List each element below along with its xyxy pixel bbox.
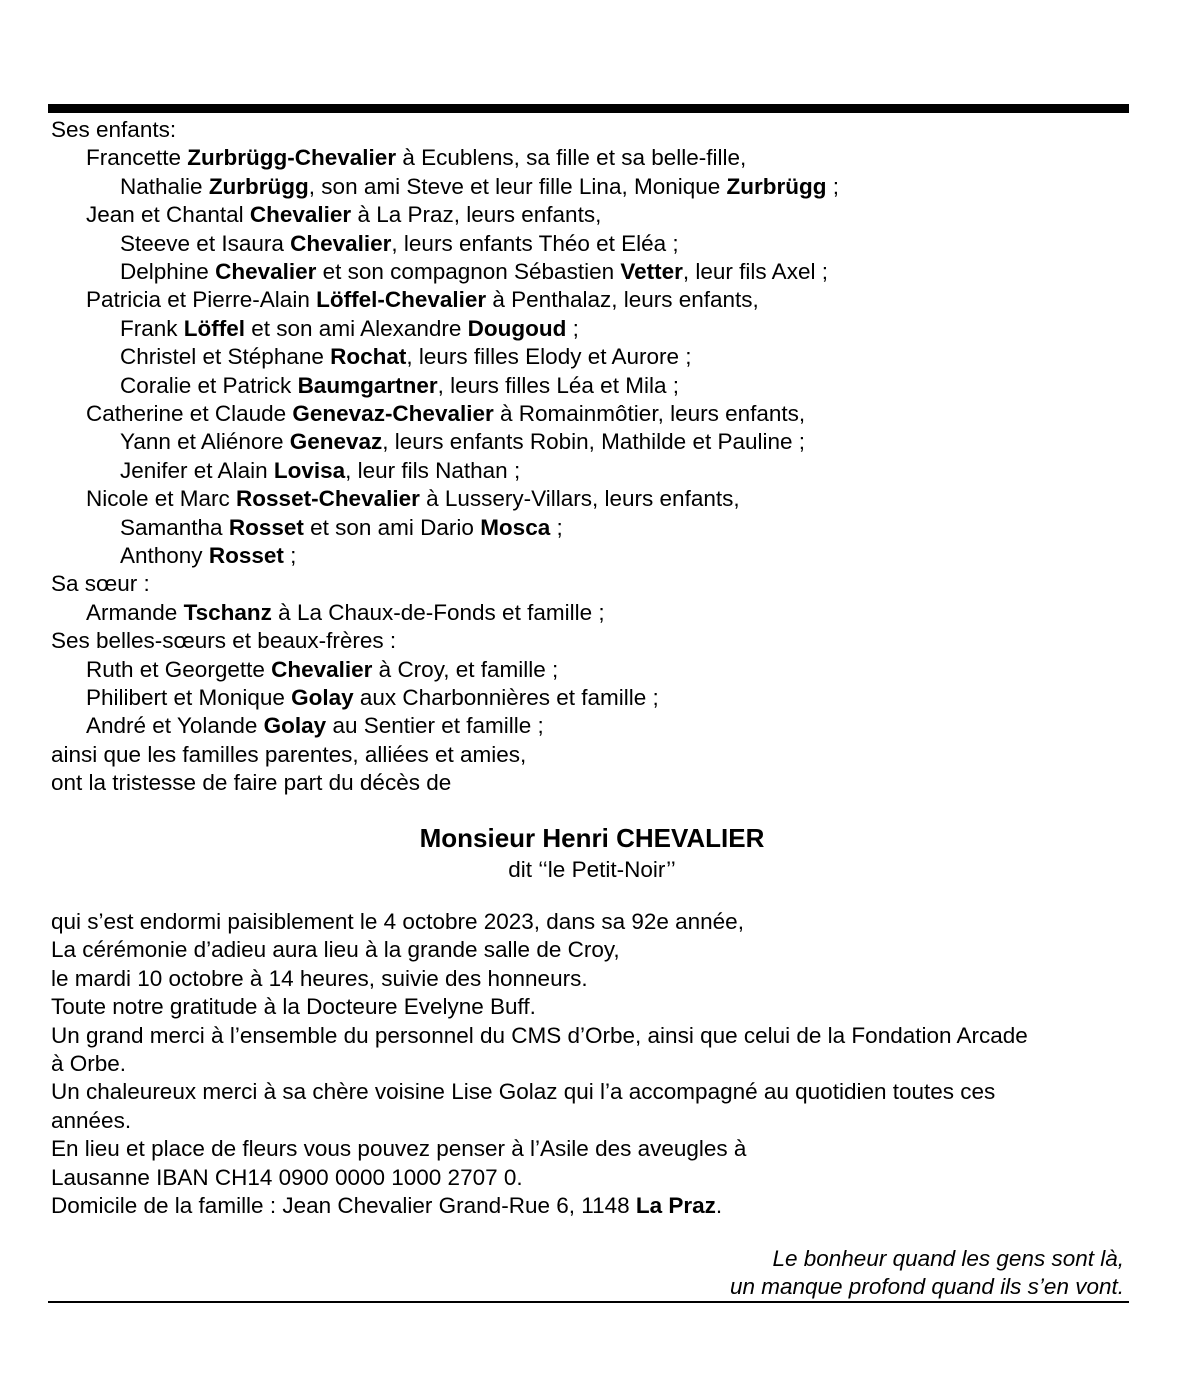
text-segment: à La Chaux-de-Fonds et famille ; [271,599,605,625]
text-line [86,144,746,172]
text-segment: à Penthalaz, leurs enfants, [486,287,759,313]
text-segment: Patricia et Pierre-Alain [86,287,317,313]
text-line [86,485,740,513]
text-line [86,712,544,740]
text-segment: André et Yolande [86,713,264,739]
text-segment: à Croy, et famille ; [372,656,559,682]
surname: Mosca [480,514,551,540]
text-segment: à Lussery-Villars, leurs enfants, [419,486,740,512]
surname: Genevaz-Chevalier [292,401,494,426]
text-line [86,201,601,229]
text-segment: ; [826,173,840,199]
top-rule [48,104,1129,113]
text-segment: . [715,1193,723,1218]
text-segment: et son ami Alexandre [245,315,468,341]
surname: Rosset [208,543,284,568]
text-segment: Christel et Stéphane [120,344,331,370]
text-segment: , leur fils Nathan ; [345,457,521,483]
text-line [120,230,679,258]
text-line [51,116,176,144]
text-segment: Toute notre gratitude à la Docteure Evelyne Buff. [51,994,536,1020]
text-line [120,542,296,570]
text-line [51,1164,523,1192]
text-line [120,428,805,456]
text-line [51,570,150,598]
text-line [86,656,558,684]
text-segment: Samantha [120,514,229,540]
text-line [51,1107,131,1135]
text-segment: Nathalie [120,173,209,199]
text-segment: , leurs enfants Robin, Mathilde et Pauline ; [382,429,806,455]
text-segment: qui s’est endormi paisiblement le 4 octobre 2023, dans sa 92e année, [51,909,744,934]
surname: Golay [263,713,327,739]
text-segment: , leurs filles Elody et Aurore ; [406,344,692,370]
text-line [120,315,579,343]
surname: Golay [291,685,354,710]
surname: Chevalier [290,230,392,256]
text-segment: à Romainmôtier, leurs enfants, [493,401,806,426]
text-segment: ainsi que les familles parentes, alliées et amies, [51,741,527,767]
quote-line: un manque profond quand ils s’en vont. [729,1274,1124,1299]
text-line [51,993,536,1021]
bottom-rule [48,1301,1129,1303]
text-segment: Lausanne IBAN CH14 0900 0000 1000 2707 0. [51,1164,523,1190]
surname: Löffel [183,315,246,341]
text-segment: à Ecublens, sa fille et sa belle-fille, [396,145,747,171]
surname: Löffel-Chevalier [316,287,487,313]
surname: Genevaz [289,429,383,455]
surname: Zurbrügg [726,173,827,199]
deceased-name: Monsieur Henri CHEVALIER [419,823,765,853]
text-segment: à Orbe. [51,1051,127,1076]
quote-line: Le bonheur quand les gens sont là, [772,1246,1124,1271]
text-segment: Yann et Aliénore [120,429,290,455]
text-segment: Jean et Chantal [86,202,250,228]
text-segment: Francette [86,145,188,171]
text-line [51,769,451,797]
surname: Baumgartner [297,372,438,398]
text-segment: Coralie et Patrick [120,372,298,398]
surname: Tschanz [183,599,272,625]
surname: Rochat [330,344,407,370]
text-segment: Catherine et Claude [86,401,293,426]
surname: Rosset-Chevalier [236,486,420,512]
text-segment: Armande [86,599,184,625]
text-line [120,258,828,286]
surname: Rosset [228,514,304,540]
text-segment: Domicile de la famille : Jean Chevalier Grand-Rue 6, 1148 [51,1193,636,1218]
text-segment: aux Charbonnières et famille ; [353,685,659,710]
text-segment: Nicole et Marc [86,486,237,512]
text-segment: ; [283,543,297,568]
text-segment: Sa sœur : [51,571,150,597]
text-line [86,400,805,428]
surname: La Praz [635,1193,716,1218]
text-segment: Frank [120,315,184,341]
text-line [120,514,563,542]
text-segment: Philibert et Monique [86,685,292,710]
text-line [51,1135,746,1163]
text-line [86,286,759,314]
text-line [120,457,520,485]
text-segment: ; [566,315,579,341]
text-line [120,173,839,201]
surname: Zurbrügg [208,173,309,199]
text-segment: , leurs filles Léa et Mila ; [437,372,679,398]
text-line [51,936,620,964]
text-line [120,343,692,371]
surname: Chevalier [215,259,317,284]
text-segment: Steeve et Isaura [120,230,291,256]
deceased-nickname: dit ‘‘le Petit-Noir’’ [508,857,676,882]
text-segment: , leurs enfants Théo et Eléa ; [391,230,679,256]
text-segment: , son ami Steve et leur fille Lina, Monique [308,173,727,199]
surname: Zurbrügg-Chevalier [187,145,397,171]
surname: Chevalier [249,202,352,228]
text-line [120,372,679,400]
text-segment: et son compagnon Sébastien [316,259,621,284]
text-segment: Un chaleureux merci à sa chère voisine Lise Golaz qui l’a accompagné au quotidien toutes ces [51,1079,996,1105]
text-segment: ; [550,514,563,540]
text-line [51,965,588,993]
text-line [51,908,744,936]
surname: Chevalier [271,656,373,682]
text-line [51,1022,1028,1050]
text-segment: Jenifer et Alain [120,457,274,483]
text-segment: Un grand merci à l’ensemble du personnel du CMS d’Orbe, ainsi que celui de la Fondation Arcade [51,1022,1028,1048]
surname: Lovisa [273,457,346,483]
text-segment: ont la tristesse de faire part du décès de [51,770,452,796]
text-segment: Ses belles-sœurs et beaux-frères : [51,628,397,654]
surname: Dougoud [467,315,567,341]
text-line [51,1050,126,1078]
text-line [86,599,605,627]
text-segment: En lieu et place de fleurs vous pouvez penser à l’Asile des aveugles à [51,1136,747,1162]
text-line [51,1078,995,1106]
text-segment: Delphine [120,259,216,284]
text-segment: Anthony [120,543,209,568]
text-line [51,741,526,769]
text-line [86,684,659,712]
text-segment: au Sentier et famille ; [326,713,544,739]
text-segment: Ruth et Georgette [86,656,272,682]
text-line [51,1192,722,1220]
surname: Vetter [620,259,683,284]
text-line [51,627,396,655]
text-segment: La cérémonie d’adieu aura lieu à la grande salle de Croy, [51,937,620,963]
text-segment: , leur fils Axel ; [682,259,828,284]
text-segment: à La Praz, leurs enfants, [351,202,602,228]
text-segment: le mardi 10 octobre à 14 heures, suivie des honneurs. [51,965,588,991]
text-segment: Ses enfants: [51,117,177,142]
text-segment: et son ami Dario [303,514,481,540]
text-segment: années. [51,1107,132,1133]
